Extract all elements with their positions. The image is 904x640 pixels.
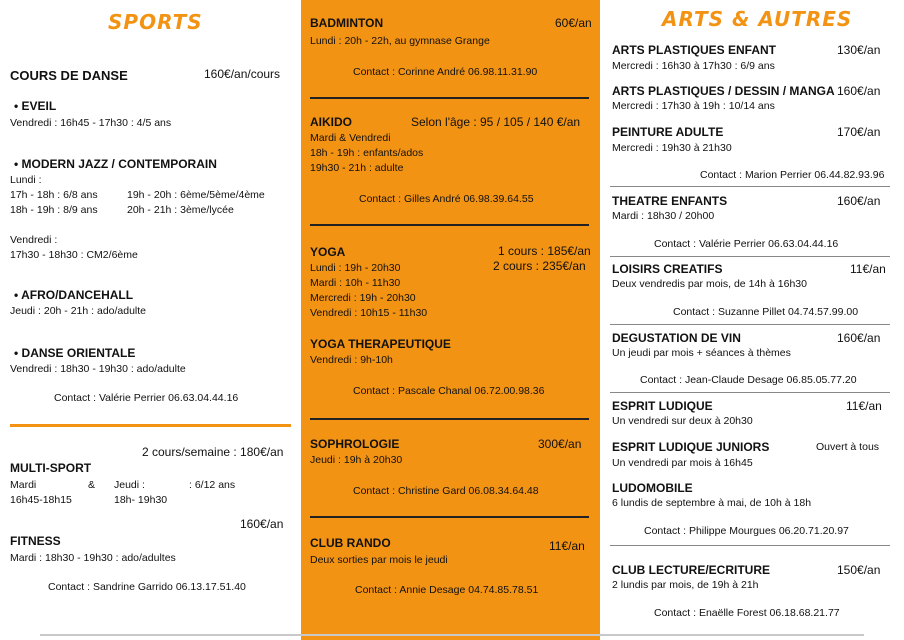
peinture-line: Mercredi : 19h30 à 21h30 [612,142,732,154]
divider [310,224,589,226]
danse-price: 160€/an/cours [204,67,281,81]
lecture-price: 150€/an [837,563,881,577]
aikido-heading: AIKIDO [310,115,352,129]
lecture-line: 2 lundis par mois, de 19h à 21h [612,579,759,591]
divider [610,324,890,325]
yoga-l4: Vendredi : 10h15 - 11h30 [310,307,428,319]
ludique-price: 11€/an [846,399,882,413]
yoga-price-1: 1 cours : 185€/an [498,244,591,258]
badminton-contact: Contact : Corinne André 06.98.11.31.90 [353,66,538,78]
yogath-heading: YOGA THERAPEUTIQUE [310,337,451,351]
aikido-price: Selon l'âge : 95 / 105 / 140 €/an [411,115,581,129]
loisirs-price: 11€/an [850,262,886,276]
loisirs-contact: Contact : Suzanne Pillet 04.74.57.99.00 [673,306,859,318]
rando-heading: CLUB RANDO [310,536,391,550]
divider [610,186,890,187]
modern-v1: 17h30 - 18h30 : CM2/6ème [10,249,138,261]
mid-column [301,0,600,640]
fitness-price: 160€/an [240,517,284,531]
bottom-rule [40,634,864,636]
rando-line: Deux sorties par mois le jeudi [310,554,448,566]
peinture-price: 170€/an [837,125,881,139]
modern-vendredi: Vendredi : [10,234,58,246]
fitness-heading: FITNESS [10,534,61,548]
ludomobile-heading: LUDOMOBILE [612,481,693,495]
multi-heading: MULTI-SPORT [10,461,92,475]
eveil-label: EVEIL [21,99,57,113]
ludiquej-line: Un vendredi par mois à 16h45 [612,457,753,469]
divider [610,256,890,257]
multi-h2: 18h- 19h30 [114,494,168,506]
divider [610,545,890,546]
yoga-l3: Mercredi : 19h - 20h30 [310,292,416,304]
yoga-price-2: 2 cours : 235€/an [493,259,586,273]
multi-jeudi: Jeudi : [114,479,145,491]
vin-contact: Contact : Jean-Claude Desage 06.85.05.77.20 [640,374,857,386]
arts-title: ARTS & AUTRES [662,7,853,31]
aikido-l1: Mardi & Vendredi [310,132,391,144]
ludique-heading: ESPRIT LUDIQUE [612,399,713,413]
artsenf-price: 130€/an [837,43,881,57]
afro-title: • AFRO/DANCEHALL [14,288,134,302]
aikido-l3: 19h30 - 21h : adulte [310,162,404,174]
yogath-contact: Contact : Pascale Chanal 06.72.00.98.36 [353,385,545,397]
danse-heading: COURS DE DANSE [10,68,128,83]
theatre-contact: Contact : Valérie Perrier 06.63.04.44.16 [654,238,839,250]
yoga-heading: YOGA [310,245,346,259]
fitness-contact: Contact : Sandrine Garrido 06.13.17.51.40 [48,581,246,593]
sports-title: SPORTS [108,10,203,34]
ludomobile-line: 6 lundis de septembre à mai, de 10h à 18h [612,497,812,509]
divider [610,392,890,393]
divider [310,418,589,420]
fitness-line: Mardi : 18h30 - 19h30 : ado/adultes [10,552,176,564]
divider [310,97,589,99]
modern-l2b: 20h - 21h : 3ème/lycée [127,204,234,216]
ludique-line: Un vendredi sur deux à 20h30 [612,415,753,427]
yoga-l1: Lundi : 19h - 20h30 [310,262,401,274]
sophro-heading: SOPHROLOGIE [310,437,400,451]
modern-title: • MODERN JAZZ / CONTEMPORAIN [14,157,217,171]
multi-amp: & [88,479,96,491]
theatre-price: 160€/an [837,194,881,208]
orient-line: Vendredi : 18h30 - 19h30 : ado/adulte [10,363,186,375]
theatre-heading: THEATRE ENFANTS [612,194,728,208]
artsenf-heading: ARTS PLASTIQUES ENFANT [612,43,777,57]
ludiquej-price: Ouvert à tous [816,441,880,453]
eveil-title: • EVEIL [14,99,57,113]
danse-contact: Contact : Valérie Perrier 06.63.04.44.16 [54,392,239,404]
yoga-l2: Mardi : 10h - 11h30 [310,277,401,289]
lecture-contact: Contact : Enaëlle Forest 06.18.68.21.77 [654,607,840,619]
sophro-line: Jeudi : 19h à 20h30 [310,454,403,466]
modern-l1a: 17h - 18h : 6/8 ans [10,189,98,201]
eveil-line: Vendredi : 16h45 - 17h30 : 4/5 ans [10,117,172,129]
multi-mardi: Mardi [10,479,37,491]
rando-price: 11€/an [549,539,585,553]
sophro-contact: Contact : Christine Gard 06.08.34.64.48 [353,485,539,497]
multi-h1: 16h45-18h15 [10,494,72,506]
loisirs-line: Deux vendredis par mois, de 14h à 16h30 [612,278,807,290]
vin-line: Un jeudi par mois + séances à thèmes [612,347,791,359]
lecture-heading: CLUB LECTURE/ECRITURE [612,563,770,577]
badminton-line: Lundi : 20h - 22h, au gymnase Grange [310,35,490,47]
aikido-contact: Contact : Gilles André 06.98.39.64.55 [359,193,534,205]
artsdes-heading: ARTS PLASTIQUES / DESSIN / MANGA [612,84,835,98]
arts-column [600,0,904,640]
badminton-price: 60€/an [555,16,592,30]
rando-contact: Contact : Annie Desage 04.74.85.78.51 [355,584,539,596]
afro-label: AFRO/DANCEHALL [21,288,134,302]
orient-title: • DANSE ORIENTALE [14,346,136,360]
aikido-l2: 18h - 19h : enfants/ados [310,147,424,159]
yogath-line: Vendredi : 9h-10h [310,354,393,366]
divider [10,424,291,427]
ludomobile-contact: Contact : Philippe Mourgues 06.20.71.20.97 [644,525,849,537]
badminton-heading: BADMINTON [310,16,384,30]
loisirs-heading: LOISIRS CREATIFS [612,262,723,276]
vin-heading: DEGUSTATION DE VIN [612,331,741,345]
modern-lundi: Lundi : [10,174,42,186]
theatre-line: Mardi : 18h30 / 20h00 [612,210,715,222]
modern-l1b: 19h - 20h : 6ème/5ème/4ème [127,189,265,201]
vin-price: 160€/an [837,331,881,345]
divider [310,516,589,518]
modern-l2a: 18h - 19h : 8/9 ans [10,204,98,216]
artsdes-line: Mercredi : 17h30 à 19h : 10/14 ans [612,100,775,112]
artsdes-price: 160€/an [837,84,881,98]
peinture-heading: PEINTURE ADULTE [612,125,724,139]
peinture-contact: Contact : Marion Perrier 06.44.82.93.96 [700,169,885,181]
afro-line: Jeudi : 20h - 21h : ado/adulte [10,305,147,317]
orient-label: DANSE ORIENTALE [21,346,136,360]
multi-price: 2 cours/semaine : 180€/an [142,445,284,459]
multi-age: : 6/12 ans [189,479,236,491]
sophro-price: 300€/an [538,437,582,451]
ludiquej-heading: ESPRIT LUDIQUE JUNIORS [612,440,770,454]
modern-label: MODERN JAZZ / CONTEMPORAIN [21,157,217,171]
artsenf-line: Mercredi : 16h30 à 17h30 : 6/9 ans [612,60,775,72]
sports-column [0,0,300,640]
